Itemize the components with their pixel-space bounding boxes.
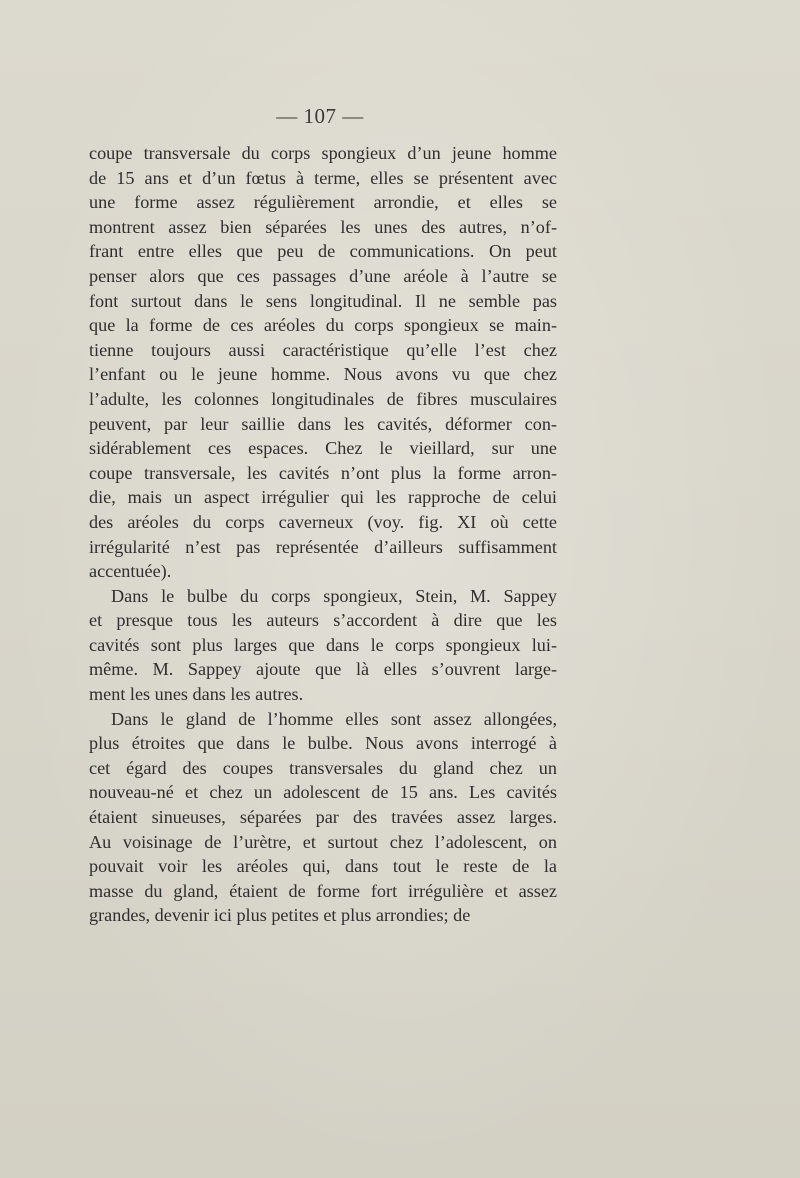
text-line: cet égard des coupes transversales du gland chez un [89, 757, 557, 778]
text-line: une forme assez régulièrement arrondie, et elles se [89, 192, 557, 213]
text-line: l’adulte, les colonnes longitudinales de fibres musculaires [89, 388, 557, 409]
text-line: peuvent, par leur saillie dans les cavités, déformer con- [89, 413, 557, 434]
text-line: Au voisinage de l’urètre, et surtout chez l’adolescent, on [89, 831, 557, 852]
text-line: étaient sinueuses, séparées par des travées assez larges. [89, 807, 557, 828]
paragraph-2 [89, 584, 557, 707]
text-line: font surtout dans le sens longitudinal. Il ne semble pas [89, 290, 557, 311]
text-line: masse du gland, étaient de forme fort irrégulière et assez [89, 880, 557, 901]
text-line: die, mais un aspect irrégulier qui les rapproche de celui [89, 487, 557, 508]
text-line: tienne toujours aussi caractéristique qu’elle l’est chez [89, 339, 557, 360]
text-line: frant entre elles que peu de communications. On peut [89, 241, 557, 262]
text-line: penser alors que ces passages d’une aréole à l’autre se [89, 265, 557, 286]
text-line: pouvait voir les aréoles qui, dans tout le reste de la [89, 856, 557, 877]
text-line: irrégularité n’est pas représentée d’ailleurs suffisamment [89, 536, 557, 557]
text-line: ment les unes dans les autres. [89, 684, 304, 705]
text-line: montrent assez bien séparées les unes des autres, n’of- [89, 216, 557, 237]
body-text [89, 141, 557, 928]
paragraph-1 [89, 141, 557, 584]
page-number: — 107 — [276, 104, 364, 128]
text-line: plus étroites que dans le bulbe. Nous avons interrogé à [89, 733, 557, 754]
text-line: coupe transversale, les cavités n’ont plus la forme arron- [89, 462, 557, 483]
text-line: Dans le gland de l’homme elles sont assez allongées, [111, 708, 557, 729]
text-line: grandes, devenir ici plus petites et plus arrondies; de [89, 905, 471, 926]
text-line: que la forme de ces aréoles du corps spongieux se main- [89, 315, 557, 336]
text-line: l’enfant ou le jeune homme. Nous avons vu que chez [89, 364, 557, 385]
text-line: même. M. Sappey ajoute que là elles s’ouvrent large- [89, 659, 557, 680]
text-line: accentuée). [89, 561, 172, 582]
text-line: de 15 ans et d’un fœtus à terme, elles se présentent avec [89, 167, 557, 188]
text-line: sidérablement ces espaces. Chez le vieillard, sur une [89, 438, 557, 459]
text-line: Dans le bulbe du corps spongieux, Stein, M. Sappey [111, 585, 557, 606]
text-line: des aréoles du corps caverneux (voy. fig. XI où cette [89, 511, 557, 532]
text-line: et presque tous les auteurs s’accordent à dire que les [89, 610, 557, 631]
paragraph-3 [89, 707, 557, 928]
text-line: cavités sont plus larges que dans le corps spongieux lui- [89, 634, 557, 655]
text-line: coupe transversale du corps spongieux d’un jeune homme [89, 143, 557, 163]
text-line: nouveau-né et chez un adolescent de 15 ans. Les cavités [89, 782, 557, 803]
